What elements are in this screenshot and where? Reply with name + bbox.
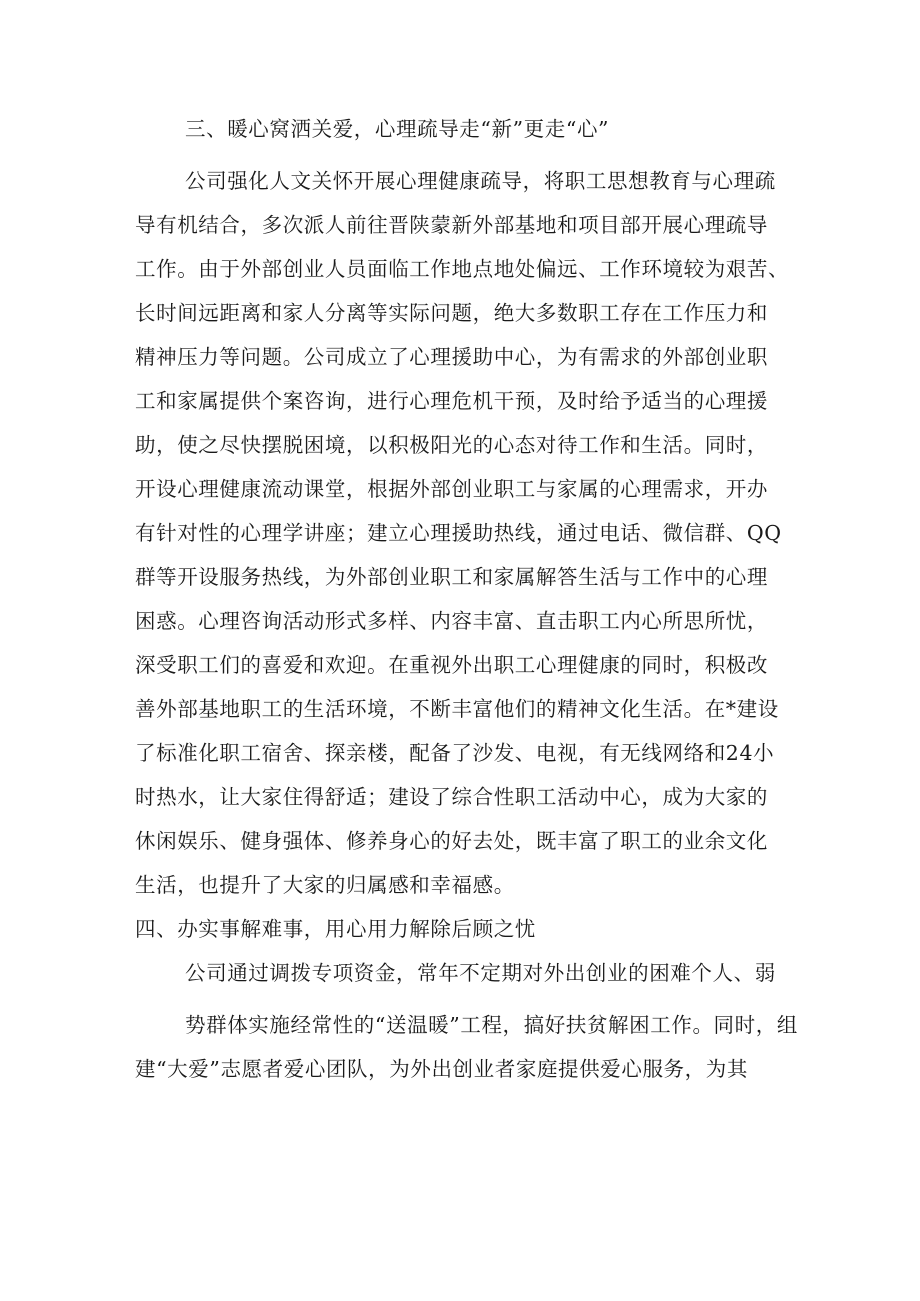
text-line: 开设心理健康流动课堂，根据外部创业职工与家属的心理需求，开办	[135, 477, 768, 501]
text-line: 群等开设服务热线，为外部创业职工和家属解答生活与工作中的心理	[135, 565, 768, 589]
text-line: 时热水，让大家住得舒适；建设了综合性职工活动中心，成为大家的	[135, 785, 768, 809]
text-line: 建“大爱”志愿者爱心团队，为外出创业者家庭提供爱心服务，为其	[135, 1057, 748, 1081]
text-line: 精神压力等问题。公司成立了心理援助中心，为有需求的外部创业职	[135, 345, 768, 369]
text-line: 深受职工们的喜爱和欢迎。在重视外出职工心理健康的同时，积极改	[135, 653, 768, 677]
text-line: 休闲娱乐、健身强体、修养身心的好去处，既丰富了职工的业余文化	[135, 829, 768, 853]
text-line: 导有机结合，多次派人前往晋陕蒙新外部基地和项目部开展心理疏导	[135, 213, 768, 237]
text-line: 长时间远距离和家人分离等实际问题，绝大多数职工存在工作压力和	[135, 301, 768, 325]
text-line: 助，使之尽快摆脱困境，以积极阳光的心态对待工作和生活。同时，	[135, 433, 768, 457]
text-line: 势群体实施经常性的“送温暖”工程，搞好扶贫解困工作。同时，组	[185, 1013, 798, 1037]
text-line: 了标准化职工宿舍、探亲楼，配备了沙发、电视，有无线网络和24小	[135, 741, 775, 765]
text-line: 工和家属提供个案咨询，进行心理危机干预，及时给予适当的心理援	[135, 389, 768, 413]
text-line: 善外部基地职工的生活环境，不断丰富他们的精神文化生活。在*建设	[135, 697, 779, 721]
text-line: 四、办实事解难事，用心用力解除后顾之忧	[135, 917, 536, 941]
section-heading-3: 三、暖心窝洒关爱，心理疏导走“新”更走“心”	[185, 117, 610, 141]
text-line: 生活，也提升了大家的归属感和幸福感。	[135, 873, 515, 897]
text-line	[135, 1098, 920, 1128]
text-line: 困惑。心理咨询活动形式多样、内容丰富、直击职工内心所思所忧，	[135, 609, 768, 633]
text-line: 工作。由于外部创业人员面临工作地点地处偏远、工作环境较为艰苦、	[135, 257, 790, 281]
text-line: 有针对性的心理学讲座；建立心理援助热线，通过电话、微信群、QQ	[135, 521, 782, 545]
section-heading-4: 公司通过调拨专项资金，常年不定期对外出创业的困难个人、弱	[185, 961, 776, 985]
text-line: 公司强化人文关怀开展心理健康疏导，将职工思想教育与心理疏	[185, 169, 776, 193]
